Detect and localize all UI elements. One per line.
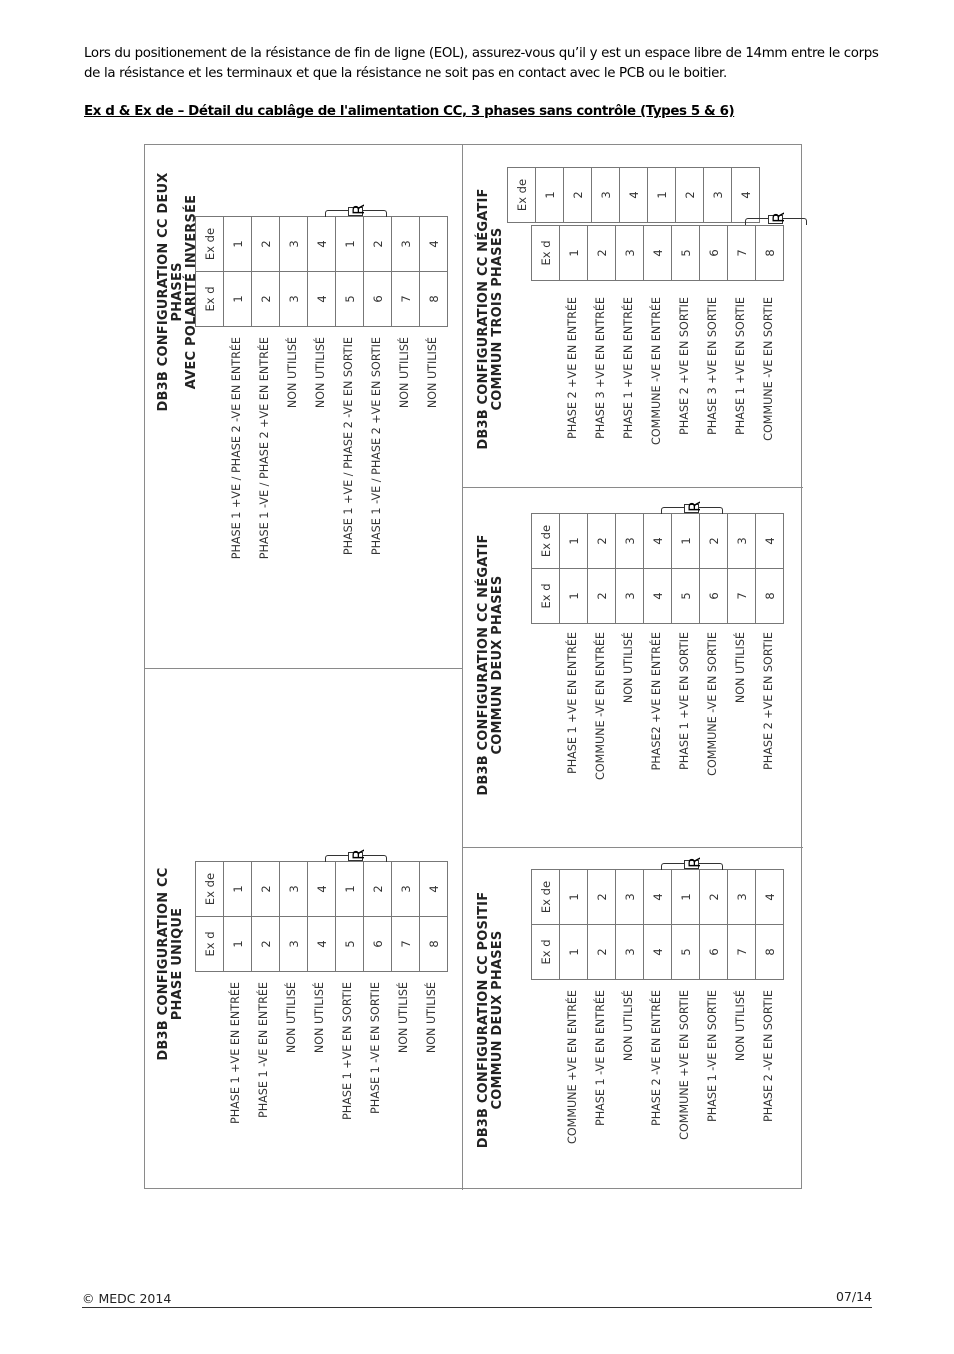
terminal-label: PHASE 2 +VE EN ENTRÉE (566, 297, 579, 440)
panel-title-line-2: COMMUN DEUX PHASES (490, 930, 505, 1110)
terminal-label: PHASE 1 -VE / PHASE 2 +VE EN SORTIE (370, 337, 383, 556)
resistor-symbol: R (685, 500, 704, 512)
exd-cell: 6 (700, 569, 728, 624)
terminal-table (531, 869, 784, 980)
terminal-label: PHASE 2 +VE EN SORTIE (678, 297, 691, 435)
terminal-label: COMMUNE -VE EN SORTIE (706, 632, 719, 776)
terminal-label: PHASE 1 +VE EN ENTRÉE (229, 982, 242, 1125)
terminal-label: PHASE 1 +VE / PHASE 2 -VE EN SORTIE (342, 337, 355, 556)
exde-cell: 4 (420, 862, 448, 917)
resistor-symbol: R (685, 856, 704, 868)
exde-cell: 3 (280, 862, 308, 917)
terminal-label: NON UTILISÉ (426, 337, 439, 409)
exd-cell: 3 (616, 569, 644, 624)
exd-cell: 2 (252, 917, 280, 972)
terminal-label: NON UTILISÉ (734, 990, 747, 1062)
resistor-symbol: R (349, 203, 368, 215)
terminal-table-exd (531, 225, 784, 281)
panel-title-line-2: COMMUN TROIS PHASES (490, 227, 505, 411)
panel-title-line-1: DB3B CONFIGURATION CC (156, 867, 171, 1061)
exde-cell: 2 (364, 217, 392, 272)
exde-cell: 1 (560, 514, 588, 569)
exde-cell: 4 (756, 870, 784, 925)
terminal-label: PHASE 1 +VE EN SORTIE (734, 297, 747, 435)
exd-cell: 2 (588, 569, 616, 624)
panel-title-line-1: DB3B CONFIGURATION CC NÉGATIF (476, 534, 491, 796)
exde-cell: 3 (704, 168, 732, 223)
eol-resistor-icon (661, 856, 723, 870)
terminal-label: NON UTILISÉ (622, 632, 635, 704)
terminal-label: NON UTILISÉ (734, 632, 747, 704)
header-exd: Ex d (196, 272, 224, 327)
terminal-labels (222, 982, 446, 1190)
terminal-labels (559, 297, 783, 487)
exd-cell: 8 (756, 925, 784, 980)
panel-title-line-2: PHASE UNIQUE (170, 907, 185, 1021)
exd-cell: 6 (364, 917, 392, 972)
exde-cell: 2 (700, 514, 728, 569)
exd-cell: 2 (588, 226, 616, 281)
exd-cell: 7 (728, 925, 756, 980)
exd-cell: 1 (224, 272, 252, 327)
exd-cell: 4 (308, 917, 336, 972)
exd-cell: 7 (728, 569, 756, 624)
terminal-label: NON UTILISÉ (286, 337, 299, 409)
eol-resistor-icon (661, 500, 723, 514)
panel-title (157, 834, 185, 1094)
exde-cell: 3 (392, 862, 420, 917)
exd-cell: 3 (280, 272, 308, 327)
terminal-label: COMMUNE +VE EN ENTRÉE (566, 990, 579, 1144)
exd-cell: 1 (560, 226, 588, 281)
terminal-label: NON UTILISÉ (314, 337, 327, 409)
exde-cell: 4 (308, 862, 336, 917)
panel-title-line-1: DB3B CONFIGURATION CC POSITIF (476, 891, 491, 1149)
terminal-label: NON UTILISÉ (285, 982, 298, 1054)
copyright: © MEDC 2014 (82, 1291, 172, 1306)
exde-cell: 2 (676, 168, 704, 223)
exde-cell: 2 (252, 862, 280, 917)
exd-cell: 7 (728, 226, 756, 281)
exde-cell: 1 (560, 870, 588, 925)
exd-cell: 4 (308, 272, 336, 327)
terminal-label: NON UTILISÉ (397, 982, 410, 1054)
exd-cell: 6 (700, 925, 728, 980)
exde-cell: 3 (616, 514, 644, 569)
exde-cell: 3 (616, 870, 644, 925)
exde-cell: 2 (252, 217, 280, 272)
exde-cell: 4 (732, 168, 760, 223)
exd-cell: 6 (364, 272, 392, 327)
exde-cell: 2 (700, 870, 728, 925)
panel-title-line-1: DB3B CONFIGURATION CC DEUX PHASES (156, 172, 185, 412)
exde-cell: 2 (364, 862, 392, 917)
exd-cell: 8 (756, 569, 784, 624)
resistor-symbol: R (349, 848, 368, 860)
header-exd: Ex d (532, 925, 560, 980)
panel-negatif-commun-deux-phases (463, 487, 803, 847)
terminal-label: PHASE2 +VE EN ENTRÉE (650, 632, 663, 771)
exde-cell: 1 (336, 862, 364, 917)
exd-cell: 6 (700, 226, 728, 281)
exd-cell: 3 (616, 925, 644, 980)
terminal-labels (223, 337, 447, 668)
exd-cell: 1 (224, 917, 252, 972)
eol-resistor-icon (325, 848, 387, 862)
exde-cell: 2 (588, 870, 616, 925)
exd-cell: 5 (672, 226, 700, 281)
exde-cell: 3 (392, 217, 420, 272)
terminal-label: COMMUNE -VE EN SORTIE (762, 297, 775, 441)
terminal-labels (559, 632, 783, 847)
terminal-label: PHASE 2 -VE EN SORTIE (762, 990, 775, 1122)
exde-cell: 2 (588, 514, 616, 569)
exde-cell: 3 (728, 514, 756, 569)
exde-cell: 3 (280, 217, 308, 272)
terminal-table (195, 861, 448, 972)
exd-cell: 8 (420, 917, 448, 972)
exde-cell: 1 (224, 217, 252, 272)
panel-title (477, 159, 505, 479)
exde-cell: 2 (564, 168, 592, 223)
terminal-label: PHASE 1 -VE EN ENTRÉE (594, 990, 607, 1127)
terminal-label: PHASE 3 +VE EN SORTIE (706, 297, 719, 435)
panel-title (477, 505, 505, 825)
terminal-label: PHASE 1 +VE EN SORTIE (678, 632, 691, 770)
terminal-label: PHASE 2 -VE EN ENTRÉE (650, 990, 663, 1127)
exde-cell: 1 (536, 168, 564, 223)
header-exd: Ex d (532, 226, 560, 281)
exd-cell: 1 (560, 925, 588, 980)
exde-cell: 1 (224, 862, 252, 917)
header-exde: Ex de (508, 168, 536, 223)
header-exde: Ex de (196, 217, 224, 272)
panel-title (157, 162, 199, 422)
terminal-label: NON UTILISÉ (622, 990, 635, 1062)
panel-title (477, 860, 505, 1180)
header-exde: Ex de (532, 870, 560, 925)
exd-cell: 1 (560, 569, 588, 624)
terminal-label: PHASE 2 +VE EN SORTIE (762, 632, 775, 770)
panel-title-line-1: DB3B CONFIGURATION CC NÉGATIF (476, 188, 491, 450)
exde-cell: 4 (644, 514, 672, 569)
page-number: 07/14 (835, 1289, 872, 1304)
terminal-label: COMMUNE -VE EN ENTRÉE (650, 297, 663, 445)
terminal-label: COMMUNE -VE EN ENTRÉE (594, 632, 607, 780)
terminal-label: NON UTILISÉ (425, 982, 438, 1054)
header-exd: Ex d (196, 917, 224, 972)
exd-cell: 5 (336, 917, 364, 972)
exde-cell: 4 (308, 217, 336, 272)
eol-resistor-icon (325, 203, 387, 217)
exde-cell: 4 (420, 217, 448, 272)
intro-paragraph: Lors du positionement de la résistance de fin de ligne (EOL), assurez-vous qu’il y est un espace libre de 14mm entre le corps de la résistance et les terminaux et que la résistance ne soit pas en contact avec le PCB ou le boitier. (84, 46, 879, 81)
terminal-label: PHASE 1 +VE EN SORTIE (341, 982, 354, 1120)
header-exde: Ex de (532, 514, 560, 569)
exd-cell: 2 (252, 272, 280, 327)
exd-cell: 5 (672, 925, 700, 980)
exd-cell: 5 (672, 569, 700, 624)
footer-divider (82, 1307, 872, 1308)
exd-cell: 8 (756, 226, 784, 281)
section-heading: Ex d & Ex de – Détail du cablâge de l'alimentation CC, 3 phases sans contrôle (Types 5 & 6) (84, 104, 735, 119)
exde-cell: 3 (728, 870, 756, 925)
exde-cell: 1 (648, 168, 676, 223)
panel-positif-commun-deux-phases (463, 847, 803, 1190)
exde-cell: 4 (644, 870, 672, 925)
eol-resistor-icon (745, 211, 807, 225)
terminal-label: PHASE 1 -VE EN SORTIE (369, 982, 382, 1114)
exde-cell: 4 (756, 514, 784, 569)
terminal-label: NON UTILISÉ (398, 337, 411, 409)
exd-cell: 4 (644, 925, 672, 980)
exde-cell: 4 (620, 168, 648, 223)
exd-cell: 4 (644, 226, 672, 281)
panel-title-line-2: AVEC POLARITÉ INVERSÉE (184, 194, 199, 390)
exde-cell: 1 (336, 217, 364, 272)
exd-cell: 4 (644, 569, 672, 624)
terminal-label: PHASE 1 -VE / PHASE 2 +VE EN ENTRÉE (258, 337, 271, 560)
exde-cell: 3 (592, 168, 620, 223)
terminal-table-exde (507, 167, 760, 223)
wiring-diagram (144, 144, 802, 1189)
terminal-label: NON UTILISÉ (313, 982, 326, 1054)
terminal-label: PHASE 1 +VE / PHASE 2 -VE EN ENTRÉE (230, 337, 243, 560)
panel-phase-unique (145, 668, 463, 1190)
terminal-label: COMMUNE +VE EN SORTIE (678, 990, 691, 1140)
terminal-label: PHASE 3 +VE EN ENTRÉE (594, 297, 607, 440)
panel-negatif-commun-trois-phases (463, 145, 803, 487)
exd-cell: 3 (616, 226, 644, 281)
wiring-diagram-rotated (145, 145, 803, 1190)
exd-cell: 7 (392, 272, 420, 327)
terminal-label: PHASE 1 +VE EN ENTRÉE (622, 297, 635, 440)
terminal-labels (559, 990, 783, 1190)
exd-cell: 8 (420, 272, 448, 327)
terminal-table (195, 216, 448, 327)
terminal-table (531, 513, 784, 624)
terminal-label: PHASE 1 -VE EN ENTRÉE (257, 982, 270, 1119)
exd-cell: 2 (588, 925, 616, 980)
exd-cell: 7 (392, 917, 420, 972)
exde-cell: 1 (672, 870, 700, 925)
exd-cell: 5 (336, 272, 364, 327)
resistor-symbol: R (769, 211, 788, 223)
header-exd: Ex d (532, 569, 560, 624)
panel-deux-phases-polarite-inversee (145, 145, 463, 668)
exde-cell: 1 (672, 514, 700, 569)
header-exde: Ex de (196, 862, 224, 917)
terminal-label: PHASE 1 +VE EN ENTRÉE (566, 632, 579, 775)
exd-cell: 3 (280, 917, 308, 972)
terminal-label: PHASE 1 -VE EN SORTIE (706, 990, 719, 1122)
panel-title-line-2: COMMUN DEUX PHASES (490, 575, 505, 755)
